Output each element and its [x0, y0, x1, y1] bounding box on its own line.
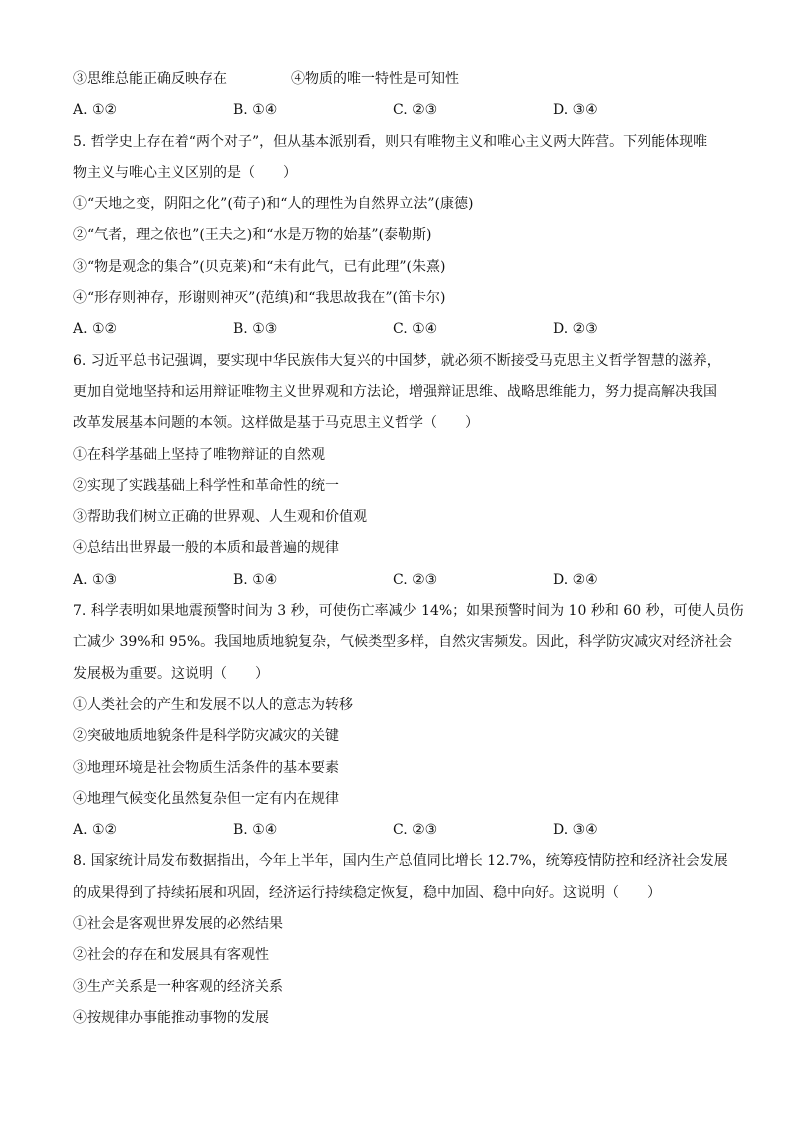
answer-option: B. ①④ [233, 571, 278, 588]
statement-line: ③“物是观念的集合”(贝克莱)和“未有此气，已有此理”(朱熹) [73, 258, 446, 275]
statement-line: ④地理气候变化虽然复杂但一定有内在规律 [73, 790, 339, 807]
answer-option: C. ②③ [393, 102, 438, 119]
question-stem [73, 346, 723, 440]
answer-option: A. ①② [73, 102, 118, 119]
answer-option: C. ②③ [393, 571, 438, 588]
question-line: 6. 习近平总书记强调，要实现中华民族伟大复兴的中国梦，就必须不断接受马克思主义哲学智慧的滋养， [73, 352, 721, 369]
answer-option: D. ②③ [553, 321, 598, 338]
statement-line: ③生产关系是一种客观的经济关系 [73, 978, 283, 995]
statement-option: ④物质的唯一特性是可知性 [291, 71, 459, 87]
question-line: 的成果得到了持续拓展和巩固，经济运行持续稳定恢复，稳中加固、稳中向好。这说明（ ） [73, 884, 661, 901]
statement-line: ①社会是客观世界发展的必然结果 [73, 916, 283, 933]
answer-options [73, 565, 723, 596]
question-line: 亡减少 39%和 95%。我国地质地貌复杂，气候类型多样，自然灾害频发。因此，科学防灾减灾对经济社会 [73, 634, 733, 651]
statement-line: ①“天地之变，阴阳之化”(荀子)和“人的理性为自然界立法”(康德) [73, 196, 474, 213]
answer-option: B. ①④ [233, 822, 278, 839]
question-line: 发展极为重要。这说明（ ） [73, 665, 269, 682]
statement-line: ②社会的存在和发展具有客观性 [73, 947, 269, 964]
statement-line: ③帮助我们树立正确的世界观、人生观和价值观 [73, 509, 367, 526]
statement-line: ④按规律办事能推动事物的发展 [73, 1009, 269, 1026]
statement-line: ②“气者，理之依也”(王夫之)和“水是万物的始基”(泰勒斯) [73, 227, 432, 244]
statement-line: ④“形存则神存，形谢则神灭”(范缜)和“我思故我在”(笛卡尔) [73, 290, 446, 307]
answer-option: B. ①④ [233, 102, 278, 119]
statement-line: ②实现了实践基础上科学性和革命性的统一 [73, 477, 339, 494]
exam-content [73, 64, 744, 1034]
question-line: 8. 国家统计局发布数据指出，今年上半年，国内生产总值同比增长 12.7%，统筹疫情防控和经济社会发展 [73, 853, 728, 870]
statement-line: ③地理环境是社会物质生活条件的基本要素 [73, 759, 339, 776]
question-line: 更加自觉地坚持和运用辩证唯物主义世界观和方法论，增强辩证思维、战略思维能力，努力提高解决我国 [73, 383, 717, 400]
answer-options [73, 95, 723, 126]
statement-line: ④总结出世界最一般的本质和最普遍的规律 [73, 540, 339, 557]
answer-options [73, 815, 723, 846]
answer-option: C. ①④ [393, 321, 438, 338]
answer-option: A. ①③ [73, 571, 118, 588]
statement-line: ①人类社会的产生和发展不以人的意志为转移 [73, 696, 353, 713]
answer-option: D. ②④ [553, 571, 598, 588]
answer-option: D. ③④ [553, 102, 598, 119]
statement-row [73, 64, 723, 95]
answer-option: C. ②③ [393, 822, 438, 839]
statement-line: ①在科学基础上坚持了唯物辩证的自然观 [73, 446, 325, 463]
question-line: 5. 哲学史上存在着“两个对子”，但从基本派别看，则只有唯物主义和唯心主义两大阵营。下列能体现唯 [73, 133, 708, 150]
question-stem [73, 127, 723, 190]
question-line: 改革发展基本问题的本领。这样做是基于马克思主义哲学（ ） [73, 415, 479, 432]
answer-options [73, 314, 723, 345]
question-stem [73, 846, 728, 909]
statement-option: ③思维总能正确反映存在 [73, 71, 227, 87]
statement-line: ②突破地质地貌条件是科学防灾减灾的关键 [73, 728, 339, 745]
answer-option: B. ①③ [233, 321, 278, 338]
answer-option: D. ③④ [553, 822, 598, 839]
answer-option: A. ①② [73, 822, 118, 839]
question-line: 物主义与唯心主义区别的是（ ） [73, 164, 297, 181]
question-line: 7. 科学表明如果地震预警时间为 3 秒，可使伤亡率减少 14%；如果预警时间为 10 秒和 60 秒，可使人员伤 [73, 603, 744, 620]
answer-option: A. ①② [73, 321, 118, 338]
question-stem [73, 596, 744, 690]
